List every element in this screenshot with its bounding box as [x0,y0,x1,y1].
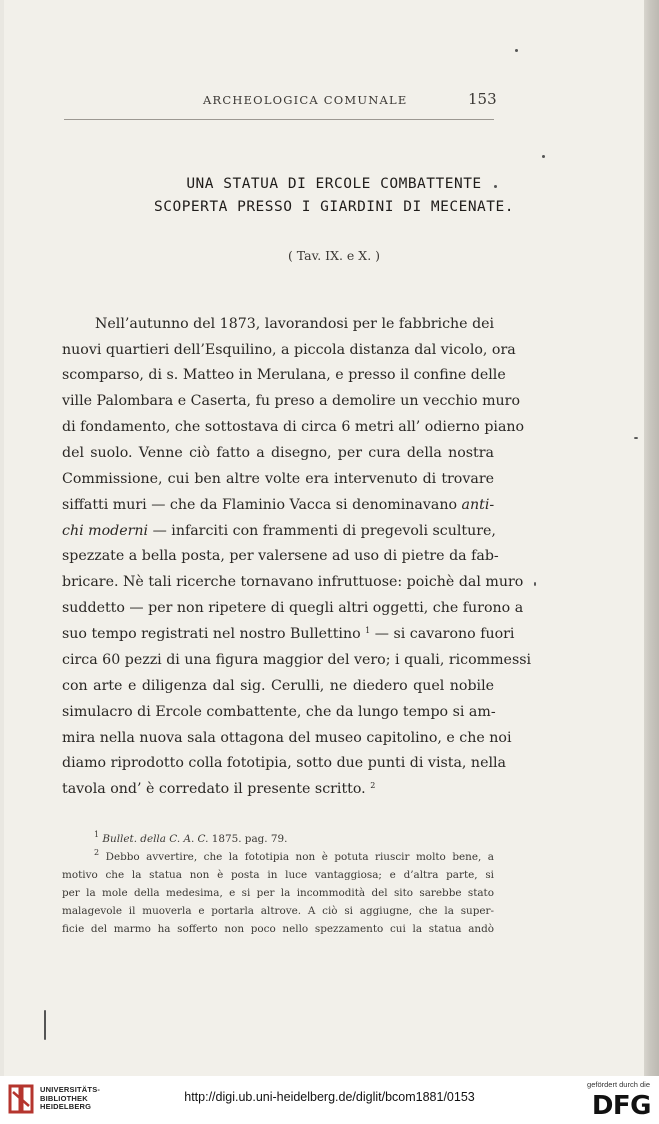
article-title-line-2: SCOPERTA PRESSO I GIARDINI DI MECENATE. [154,199,514,215]
permalink-url[interactable]: http://digi.ub.uni-heidelberg.de/diglit/bcom1881/0153 [184,1090,475,1104]
footnote-text: 1875. pag. 79. [211,833,288,845]
footer-bar [0,1076,659,1124]
funded-by-label: gefördert durch die [587,1080,650,1089]
paper-speck [534,582,536,586]
paper-speck [634,437,638,439]
body-line: di fondamento, che sottostava di circa 6 metri all’ odierno piano [62,419,525,435]
body-text: suo tempo registrati nel nostro Bullettino [62,626,361,642]
paper-speck [515,49,518,52]
body-text: tavola ond’ è corredato il presente scritto. [62,781,366,797]
library-name-line: HEIDELBERG [40,1102,92,1112]
footnote-mark: 2 [94,848,100,857]
plate-reference: ( Tav. IX. e X. ) [287,248,381,263]
body-text: — si cavarono fuori [374,626,515,642]
body-line: diamo riprodotto colla fototipia, sotto due punti di vista, nella [62,755,507,771]
footnote-2-line: per la mole della medesima, e si per la incommodità del sito sarebbe stato [62,887,494,899]
footnote-1 [94,830,494,845]
dfg-logo: DFG [591,1091,651,1121]
page-edge [644,0,659,1076]
running-title: ARCHEOLOGICA COMUNALE [203,93,408,107]
body-text: siffatti muri — che da Flaminio Vacca si denominavano [62,497,458,513]
library-name-line: UNIVERSITÄTS- [40,1085,101,1094]
body-line [62,497,494,513]
italic-term: anti- [461,497,495,513]
footnote-2-line: motivo che la statua non è posta in luce vantaggiosa; e d’altra parte, si [62,869,494,881]
paper-mark [44,1010,46,1040]
body-line: Nell’autunno del 1873, lavorandosi per le fabbriche dei [95,316,495,332]
body-line: simulacro di Ercole combattente, che da lungo tempo si am- [62,704,496,720]
footnote-2-line [94,848,494,863]
page-number: 153 [468,90,497,108]
body-line: mira nella nuova sala ottagona del museo capitolino, e che noi [62,730,512,746]
body-line: nuovi quartieri dell’Esquilino, a piccola distanza dal vicolo, ora [62,342,516,358]
library-name-line: BIBLIOTHEK [40,1093,88,1103]
header-rule [64,119,494,120]
article-title-line-1: UNA STATUA DI ERCOLE COMBATTENTE [186,176,482,192]
body-line: con arte e diligenza dal sig. Cerulli, ne diedero quel nobile [62,678,494,694]
body-line: del suolo. Venne ciò fatto a disegno, per cura della nostra [62,445,494,461]
footnote-source: Bullet. della C. A. C. [102,833,209,845]
paper-speck [542,155,545,158]
body-line [62,523,494,539]
body-line: spezzate a bella posta, per valersene ad uso di pietre da fab- [62,548,499,564]
body-line: circa 60 pezzi di una figura maggior del vero; i quali, ricommessi [62,652,532,668]
footnote-2-line: malagevole il muoverla e portarla altrove. A ciò si aggiugne, che la super- [62,905,494,917]
footnote-ref: 1 [365,626,371,635]
body-line: suddetto — per non ripetere di quegli altri oggetti, che furono a [62,600,524,616]
body-line: bricare. Nè tali ricerche tornavano infruttuose: poichè dal muro [62,574,524,590]
footnote-2-line: ficie del marmo ha sofferto non poco nello spezzamento cui la statua andò [62,923,494,935]
footnote-text: Debbo avvertire, che la fototipia non è potuta riuscir molto bene, a [105,851,494,863]
italic-term: chi moderni [62,523,149,539]
scanned-page [4,0,644,1076]
body-line: ville Palombara e Caserta, fu preso a demolire un vecchio muro [62,393,521,409]
body-line [62,781,494,797]
body-line: scomparso, di s. Matteo in Merulana, e presso il confine delle [62,367,506,383]
body-text: — infarciti con frammenti di pregevoli sculture, [152,523,496,539]
footnote-ref: 2 [370,781,376,790]
footnote-mark: 1 [94,830,100,839]
paper-speck [494,185,497,188]
body-line: Commissione, cui ben altre volte era intervenuto di trovare [62,471,494,487]
body-line [62,626,515,642]
